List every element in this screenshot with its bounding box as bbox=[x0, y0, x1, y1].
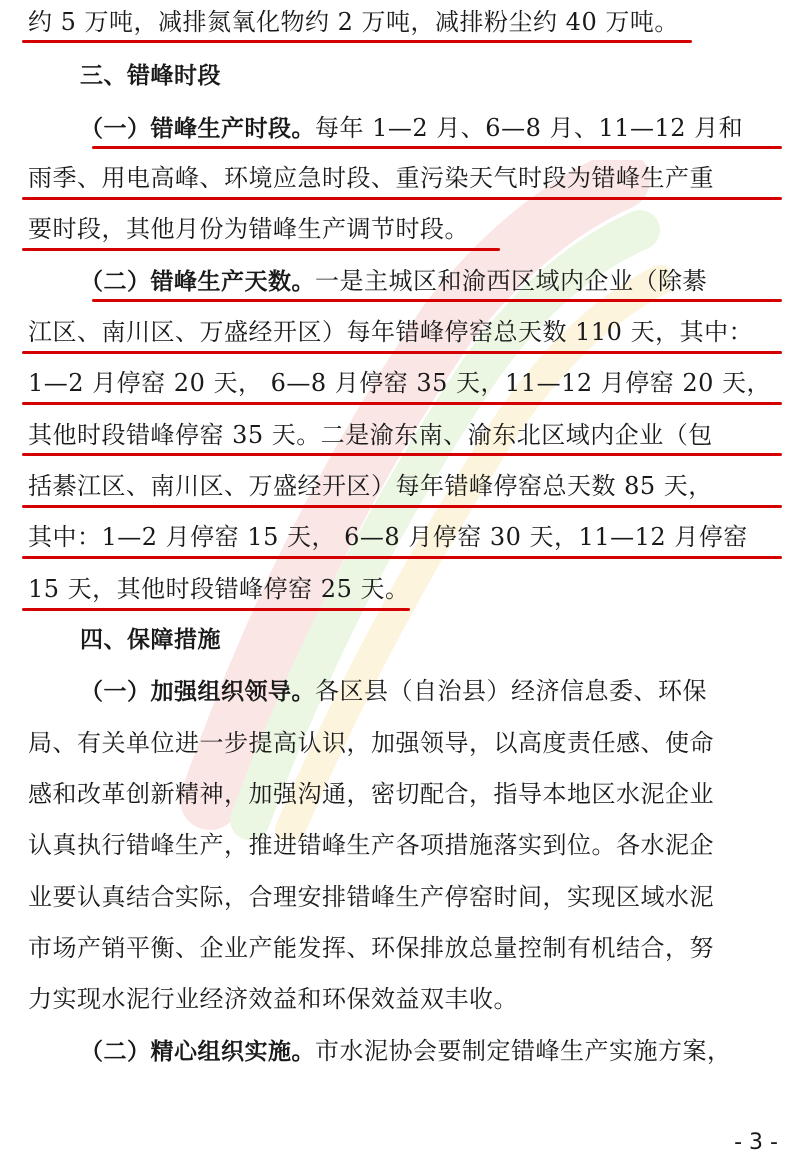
text-line-20: 力实现水泥行业经济效益和环保效益双丰收。 bbox=[28, 985, 518, 1013]
text-line-17: 认真执行错峰生产，推进错峰生产各项措施落实到位。各水泥企 bbox=[28, 831, 714, 859]
red-underline bbox=[22, 505, 782, 508]
page-number: - 3 - bbox=[734, 1130, 778, 1155]
text-line-21-body: 市水泥协会要制定错峰生产实施方案， bbox=[315, 1037, 732, 1065]
text-line-7: 江区、南川区、万盛经开区）每年错峰停窑总天数 110 天，其中： bbox=[28, 318, 754, 346]
red-underline bbox=[22, 453, 782, 456]
text-line-9: 其他时段错峰停窑 35 天。二是渝东南、渝东北区域内企业（包 bbox=[28, 421, 713, 449]
text-line-5: 要时段，其他月份为错峰生产调节时段。 bbox=[28, 215, 469, 243]
text-line-18: 业要认真结合实际，合理安排错峰生产停窑时间，实现区域水泥 bbox=[28, 883, 714, 911]
subheading-leadership: （一）加强组织领导。 bbox=[80, 679, 315, 705]
text-line-16: 感和改革创新精神，加强沟通，密切配合，指导本地区水泥企业 bbox=[28, 780, 714, 808]
text-line-3-body: 每年 1—2 月、6—8 月、11—12 月和 bbox=[315, 114, 744, 142]
subheading-peak-days: （二）错峰生产天数。 bbox=[80, 269, 315, 295]
text-line-21 bbox=[80, 1037, 800, 1066]
text-line-14-body: 各区县（自治县）经济信息委、环保 bbox=[315, 677, 707, 705]
text-line-8: 1—2 月停窑 20 天， 6—8 月停窑 35 天，11—12 月停窑 20 天， bbox=[28, 369, 772, 397]
red-underline bbox=[22, 402, 782, 405]
section-heading-4: 四、保障措施 bbox=[80, 627, 221, 653]
text-line-14 bbox=[80, 677, 800, 706]
text-line-1: 约 5 万吨，减排氮氧化物约 2 万吨，减排粉尘约 40 万吨。 bbox=[28, 8, 679, 36]
red-underline bbox=[22, 608, 410, 611]
red-underline bbox=[22, 351, 782, 354]
text-line-10: 括綦江区、南川区、万盛经开区）每年错峰停窑总天数 85 天， bbox=[28, 472, 713, 500]
red-underline bbox=[22, 197, 782, 200]
text-line-11: 其中：1—2 月停窑 15 天， 6—8 月停窑 30 天，11—12 月停窑 bbox=[28, 523, 748, 551]
text-line-15: 局、有关单位进一步提高认识，加强领导，以高度责任感、使命 bbox=[28, 729, 714, 757]
text-line-4: 雨季、用电高峰、环境应急时段、重污染天气时段为错峰生产重 bbox=[28, 164, 714, 192]
text-line-19: 市场产销平衡、企业产能发挥、环保排放总量控制有机结合，努 bbox=[28, 934, 714, 962]
text-line-3 bbox=[80, 114, 800, 143]
red-underline bbox=[22, 556, 782, 559]
text-line-12: 15 天，其他时段错峰停窑 25 天。 bbox=[28, 575, 410, 603]
text-line-6 bbox=[80, 267, 800, 296]
subheading-peak-period: （一）错峰生产时段。 bbox=[80, 116, 315, 142]
section-heading-3: 三、错峰时段 bbox=[80, 63, 221, 89]
text-line-6-body: 一是主城区和渝西区域内企业（除綦 bbox=[315, 267, 707, 295]
red-underline bbox=[92, 299, 782, 302]
red-underline bbox=[22, 248, 500, 251]
subheading-implementation: （二）精心组织实施。 bbox=[80, 1039, 315, 1065]
red-underline bbox=[92, 146, 782, 149]
red-underline bbox=[22, 40, 692, 43]
